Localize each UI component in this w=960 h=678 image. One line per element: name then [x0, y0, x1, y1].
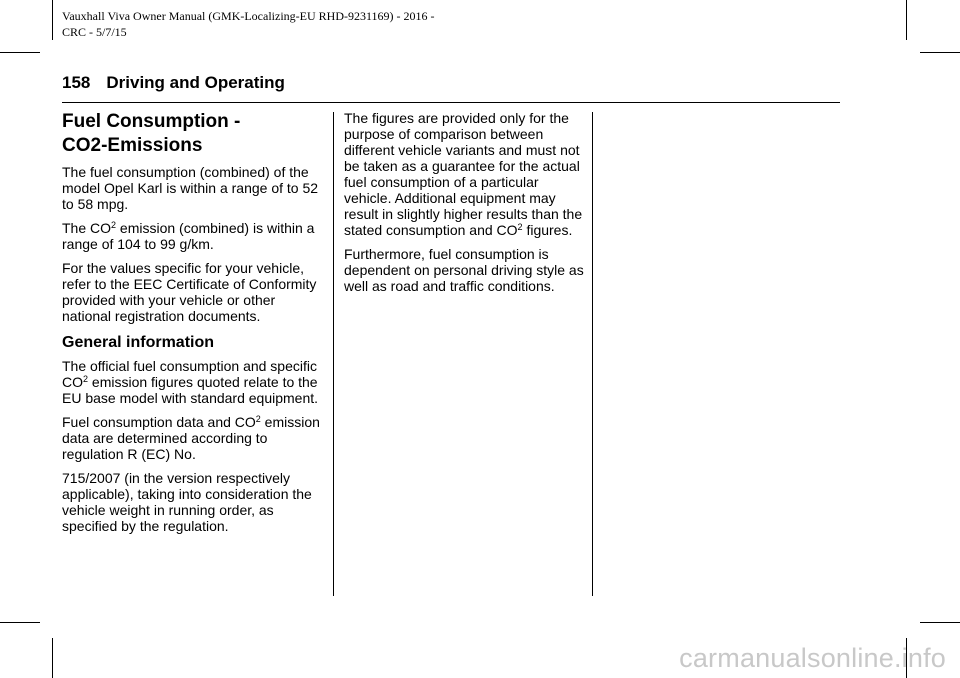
section-title: Fuel Consumption - CO2-Emissions	[62, 111, 241, 156]
column-divider-1	[333, 112, 334, 596]
paragraph-comparison: The figures are provided only for the purpose of comparison between different vehicle variants and must not be taken as a guarantee for the actual fuel consumption of a particular vehicle. Additional equipment may result in slightly higher results than the stated consumption and $CO^2$ figures.	[344, 110, 583, 238]
page-header	[62, 72, 840, 103]
watermark: carmanualsonline.info	[679, 643, 946, 673]
subsection-title: General information	[62, 334, 215, 351]
crop-mark-top-right-v	[906, 0, 907, 40]
running-header: Vauxhall Viva Owner Manual (GMK-Localizing-EU RHD-9231169) - 2016 - CRC - 5/7/15	[62, 9, 435, 39]
column-left	[62, 110, 324, 542]
page-number: 158	[62, 73, 91, 92]
paragraph-official-figures: The official fuel consumption and specific $CO^2$ emission figures quoted relate to the EU base model with standard equipment.	[62, 358, 319, 406]
paragraph-values-specific: For the values specific for your vehicle, refer to the EEC Certificate of Conformity provided with your vehicle or other national registration documents.	[62, 260, 317, 324]
column-middle	[344, 110, 586, 302]
paragraph-data-determined: Fuel consumption data and $CO^2$ emission data are determined according to regulation R (EC) No.	[62, 414, 320, 462]
crop-mark-top-left-v	[52, 0, 53, 40]
crop-mark-bottom-left-h	[0, 622, 40, 623]
crop-mark-bottom-left-v	[52, 638, 53, 678]
chapter-title: Driving and Operating	[106, 73, 285, 92]
paragraph-fuel-consumption: The fuel consumption (combined) of the model Opel Karl is within a range of to 52 to 58 mpg.	[62, 164, 319, 212]
column-divider-2	[592, 112, 593, 596]
crop-mark-top-left-h	[0, 52, 40, 53]
crop-mark-top-right-h	[920, 52, 960, 53]
paragraph-regulation: 715/2007 (in the version respectively applicable), taking into consideration the vehicle weight in running order, as specified by the regulation.	[62, 470, 312, 534]
paragraph-driving-style: Furthermore, fuel consumption is dependent on personal driving style as well as road and traffic conditions.	[344, 246, 584, 294]
crop-mark-bottom-right-h	[920, 622, 960, 623]
paragraph-co2-emission: The $CO^2$ emission (combined) is within a range of 104 to 99 g/km.	[62, 220, 315, 252]
